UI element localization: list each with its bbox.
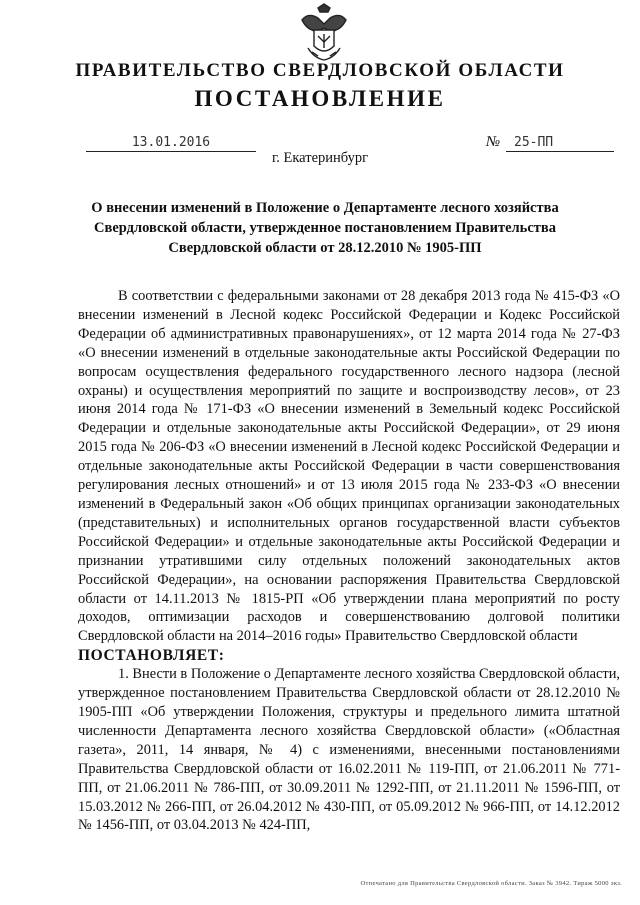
coat-of-arms-icon (298, 2, 350, 62)
document-date: 13.01.2016 (86, 135, 256, 152)
print-footer: Отпечатано для Правительства Свердловской области. Заказ № 3942. Тираж 5000 экз. (360, 880, 622, 887)
document-subject: О внесении изменений в Положение о Департаменте лесного хозяйства Свердловской области, утвержденное постановлением Правительства Свердловской области от 28.12.2010 № 1905-ПП (91, 200, 559, 256)
document-body (78, 287, 620, 835)
preamble-paragraph: В соответствии с федеральными законами от 28 декабря 2013 года № 415-ФЗ «О внесении изменений в Лесной кодекс Российской Федерации и Кодекс Российской Федерации об административных правонарушениях», от 12 марта 2014 года № 27-ФЗ «О внесении изменений в отдельные законодательные акты Российской Федерации по вопросам осуществления федерального государственного лесного надзора (лесной охраны) и осуществления мероприятий по защите и воспроизводству лесов», от 23 июня 2014 года № 171-ФЗ «О внесении изменений в Земельный кодекс Российской Федерации и отдельные законодательные акты Российской Федерации», от 29 июня 2015 года № 206-ФЗ «О внесении изменений в Лесной кодекс Российской Федерации и отдельные законодательные акты Российской Федерации в части совершенствования регулирования лесных отношений» и от 13 июля 2015 года № 233-ФЗ «О внесении изменений в Федеральный закон «Об общих принципах организации законодательных (представительных) и исполнительных органов государственной власти субъектов Российской Федерации» и отдельные законодательные акты Российской Федерации и признании утратившими силу отдельных положений законодательных актов Российской Федерации», на основании распоряжения Правительства Свердловской области от 14.11.2013 № 1815-РП «Об утверждении плана мероприятий по росту доходов, оптимизации расходов и совершенствованию долговой политики Свердловской области на 2014–2016 годы» Правительство Свердловской области (78, 288, 620, 645)
number-label: № (486, 134, 501, 150)
document-number: 25-ПП (506, 135, 614, 152)
document-type: ПОСТАНОВЛЕНИЕ (194, 86, 446, 111)
government-title: ПРАВИТЕЛЬСТВО СВЕРДЛОВСКОЙ ОБЛАСТИ (75, 60, 565, 81)
decree-heading: ПОСТАНОВЛЯЕТ: (78, 647, 225, 665)
city: г. Екатеринбург (271, 150, 369, 166)
item-1-paragraph: 1. Внести в Положение о Департаменте лесного хозяйства Свердловской области, утвержденное постановлением Правительства Свердловской области от 28.12.2010 № 1905-ПП «Об утверждении Положения, структуры и предельного лимита штатной численности Департамента лесного хозяйства Свердловской области» («Областная газета», 2011, 14 января, № 4) с изменениями, внесенными постановлениями Правительства Свердловской области от 16.02.2011 № 119-ПП, от 21.06.2011 № 771-ПП, от 21.06.2011 № 786-ПП, от 30.09.2011 № 1292-ПП, от 21.11.2011 № 1596-ПП, от 15.03.2012 № 266-ПП, от 26.04.2012 № 430-ПП, от 05.09.2012 № 966-ПП, от 14.12.2012 № 1456-ПП, от 03.04.2013 № 424-ПП, (78, 666, 620, 834)
